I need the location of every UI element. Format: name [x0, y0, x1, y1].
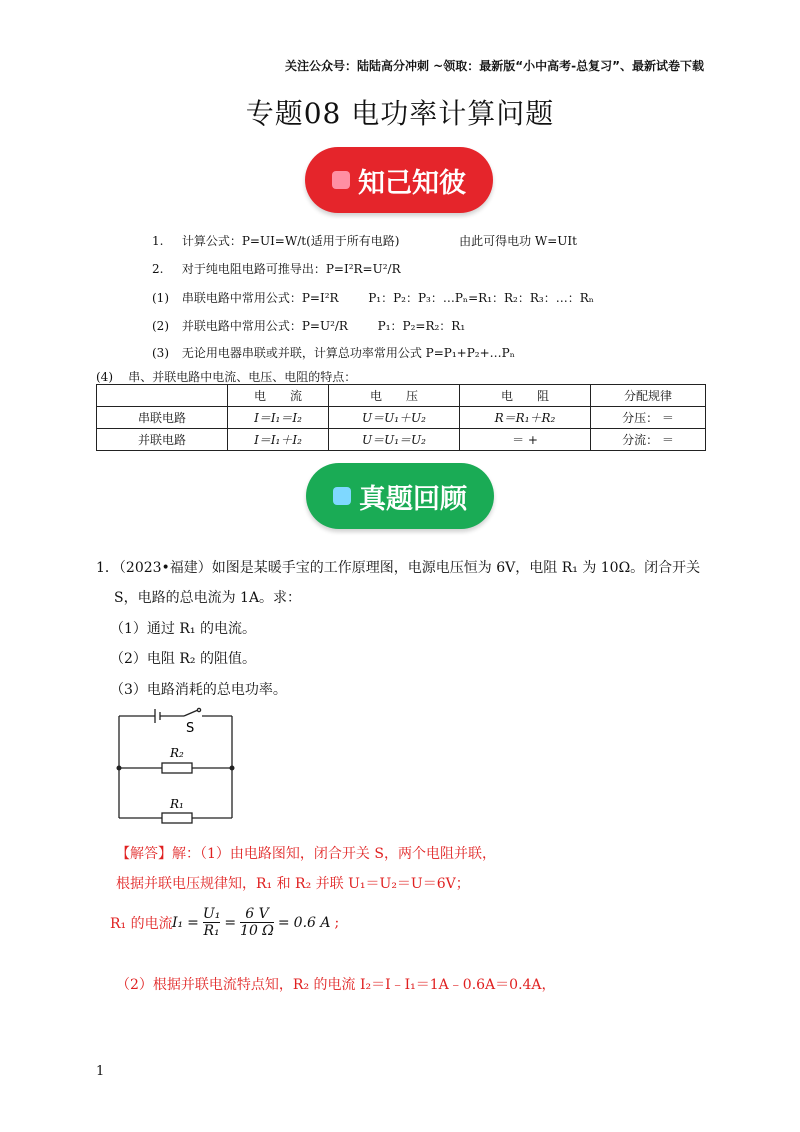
header-cell: [97, 385, 228, 407]
eq-numerator-1: U₁: [202, 906, 221, 922]
formula-5: [152, 344, 515, 361]
question-part-3: （3）电路消耗的总电功率。: [110, 682, 287, 698]
table-header-row: [97, 385, 706, 407]
formula-4: [152, 317, 465, 334]
formula-3-num: (1): [152, 291, 169, 305]
answer-line-4: （2）根据并联电流特点知，R₂ 的电流 I₂＝I﹣I₁＝1A﹣0.6A＝0.4A，: [116, 977, 556, 993]
page-number: 1: [96, 1064, 105, 1079]
resistor-r1: [162, 813, 192, 823]
resistor-r2: [162, 763, 192, 773]
table-cell: I＝I₁＋I₂: [228, 429, 329, 451]
header-note: 关注公众号：陆陆高分冲刺 ~领取：最新版“小中高考-总复习”、最新试卷下载: [285, 59, 704, 73]
question-line-2: S，电路的总电流为 1A。求：: [114, 590, 302, 606]
badge-know-label: 知己知彼: [358, 167, 466, 199]
formula-1-extra: 由此可得电功 W=UIt: [459, 234, 577, 248]
formula-2-num: 2.: [152, 262, 164, 276]
table-cell: 并联电路: [97, 429, 228, 451]
table-cell: ＝ +: [460, 429, 591, 451]
table-cell: 分压： ＝: [591, 407, 706, 429]
formula-4-text: 并联电路中常用公式：P=U²/R: [181, 319, 348, 333]
header-cell: 分配规律: [591, 385, 706, 407]
header-cell: 电 流: [228, 385, 329, 407]
table-row: [97, 407, 706, 429]
table-row: [97, 429, 706, 451]
table-cell: U＝U₁＝U₂: [329, 429, 460, 451]
question-line-1: 1．（2023•福建）如图是某暖手宝的工作原理图，电源电压恒为 6V，电阻 R₁ 为 10Ω。闭合开关: [96, 560, 701, 576]
header-cell: 电 压: [329, 385, 460, 407]
formula-4-ratio: P₁：P₂=R₂：R₁: [377, 319, 466, 333]
formula-5-text: 无论用电器串联或并联，计算总功率常用公式 P=P₁+P₂+…Pₙ: [181, 346, 515, 360]
book-icon: [332, 171, 350, 189]
badge-review-label: 真题回顾: [359, 483, 467, 515]
junction-right: [230, 766, 235, 771]
eq-lhs: I₁: [172, 914, 184, 931]
table-cell: 分流： ＝: [591, 429, 706, 451]
features-table: [96, 384, 706, 451]
table-cell: I＝I₁＝I₂: [228, 407, 329, 429]
formula-2: [152, 260, 401, 277]
table-caption: (4) 串、并联电路中电流、电压、电阻的特点：: [96, 370, 357, 384]
answer-line-3-prefix: R₁ 的电流: [110, 916, 173, 932]
formula-1-num: 1.: [152, 234, 164, 248]
formula-1-text: 计算公式：P=UI=W/t(适用于所有电路): [181, 234, 400, 248]
r1-label: R₁: [170, 797, 184, 811]
table-cell: 串联电路: [97, 407, 228, 429]
formula-3: [152, 289, 594, 306]
answer-line-1: 【解答】解：（1）由电路图知，闭合开关 S，两个电阻并联，: [116, 846, 496, 862]
current-equation: I₁ = $\frac{\text{U₁}}{\text{R₁}}$ = $\frac{6 V}{10 \Omega}$ = 0.6 A ;: [172, 906, 340, 939]
r2-label: R₂: [170, 746, 184, 760]
table-cell: U＝U₁＋U₂: [329, 407, 460, 429]
switch-blade: [184, 710, 198, 716]
formula-4-num: (2): [152, 319, 169, 333]
formula-5-num: (3): [152, 346, 169, 360]
formula-1: [152, 232, 577, 249]
eq-denominator-2: 10 Ω: [240, 923, 274, 939]
eq-result: 0.6 A: [293, 914, 331, 931]
eq-numerator-2: 6 V: [245, 906, 269, 922]
eq-denominator-1: R₁: [203, 923, 220, 939]
question-part-1: （1）通过 R₁ 的电流。: [110, 621, 256, 637]
junction-left: [117, 766, 122, 771]
page-title: 专题08 电功率计算问题: [245, 97, 555, 130]
chart-icon: [333, 487, 351, 505]
section-badge-know: [305, 147, 493, 213]
table-cell: R＝R₁＋R₂: [460, 407, 591, 429]
header-cell: 电 阻: [460, 385, 591, 407]
circuit-diagram: [110, 700, 242, 830]
formula-3-ratio: P₁：P₂：P₃：…Pₙ=R₁：R₂：R₃：…：Rₙ: [368, 291, 594, 305]
answer-line-2: 根据并联电压规律知，R₁ 和 R₂ 并联 U₁＝U₂＝U＝6V；: [116, 876, 470, 892]
formula-3-text: 串联电路中常用公式：P=I²R: [181, 291, 339, 305]
switch-label: S: [186, 721, 195, 736]
question-part-2: （2）电阻 R₂ 的阻值。: [110, 651, 256, 667]
formula-2-text: 对于纯电阻电路可推导出：P=I²R=U²/R: [181, 262, 401, 276]
section-badge-review: [306, 463, 494, 529]
